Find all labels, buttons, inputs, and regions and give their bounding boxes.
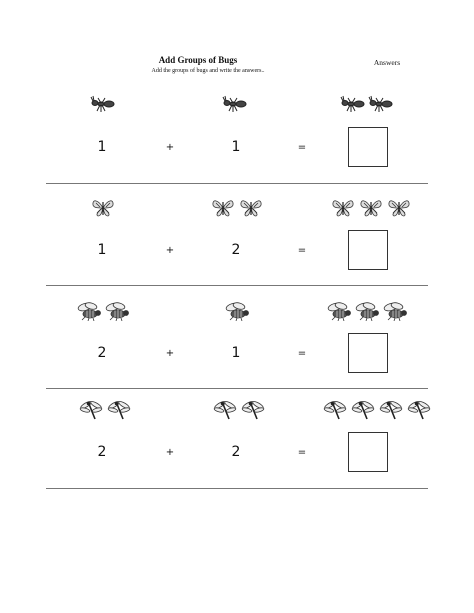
plus-sign: + bbox=[165, 447, 175, 458]
bee-icon bbox=[224, 301, 250, 321]
ant-icon bbox=[340, 94, 366, 114]
equals-sign: = bbox=[297, 245, 307, 256]
dragonfly-icon bbox=[350, 400, 376, 420]
problem-row-1 bbox=[0, 85, 474, 189]
butterfly-icon bbox=[90, 198, 116, 218]
butterfly-icon bbox=[386, 198, 412, 218]
answers-label: Answers bbox=[373, 58, 401, 67]
equals-sign: = bbox=[297, 142, 307, 153]
ant-icon bbox=[368, 94, 394, 114]
butterfly-icon bbox=[358, 198, 384, 218]
dragonfly-icon bbox=[240, 400, 266, 420]
addend-1: 2 bbox=[97, 345, 107, 361]
plus-sign: + bbox=[165, 245, 175, 256]
row-divider bbox=[46, 183, 428, 184]
bug-group-a bbox=[90, 196, 118, 220]
addend-2: 1 bbox=[231, 345, 241, 361]
addend-1: 2 bbox=[97, 444, 107, 460]
plus-sign: + bbox=[165, 142, 175, 153]
addend-2: 1 bbox=[231, 139, 241, 155]
bee-icon bbox=[354, 301, 380, 321]
worksheet-instructions: Add the groups of bugs and write the answers.. bbox=[151, 68, 265, 74]
bee-icon bbox=[104, 301, 130, 321]
plus-sign: + bbox=[165, 348, 175, 359]
bug-group-a bbox=[90, 92, 118, 116]
problem-row-2 bbox=[0, 188, 474, 292]
dragonfly-icon bbox=[212, 400, 238, 420]
answer-box[interactable] bbox=[348, 432, 388, 472]
dragonfly-icon bbox=[406, 400, 432, 420]
row-divider bbox=[46, 388, 428, 389]
bug-group-a bbox=[78, 398, 134, 422]
bee-icon bbox=[76, 301, 102, 321]
row-divider bbox=[46, 488, 428, 489]
bee-icon bbox=[382, 301, 408, 321]
ant-icon bbox=[222, 94, 248, 114]
bug-group-b bbox=[212, 398, 268, 422]
addend-2: 2 bbox=[231, 444, 241, 460]
addend-1: 1 bbox=[97, 242, 107, 258]
bug-group-b bbox=[210, 196, 266, 220]
answer-box[interactable] bbox=[348, 230, 388, 270]
dragonfly-icon bbox=[106, 400, 132, 420]
problem-row-3 bbox=[0, 291, 474, 395]
worksheet-title: Add Groups of Bugs bbox=[158, 55, 238, 65]
answer-box[interactable] bbox=[348, 333, 388, 373]
equals-sign: = bbox=[297, 447, 307, 458]
butterfly-icon bbox=[210, 198, 236, 218]
answer-box[interactable] bbox=[348, 127, 388, 167]
bug-group-answer bbox=[340, 92, 396, 116]
dragonfly-icon bbox=[378, 400, 404, 420]
addend-2: 2 bbox=[231, 242, 241, 258]
bug-group-answer bbox=[330, 196, 414, 220]
problem-row-4 bbox=[0, 394, 474, 498]
dragonfly-icon bbox=[78, 400, 104, 420]
bee-icon bbox=[326, 301, 352, 321]
dragonfly-icon bbox=[322, 400, 348, 420]
equals-sign: = bbox=[297, 348, 307, 359]
butterfly-icon bbox=[238, 198, 264, 218]
bug-group-b bbox=[222, 92, 250, 116]
bug-group-answer bbox=[326, 299, 410, 323]
bug-group-a bbox=[76, 299, 132, 323]
ant-icon bbox=[90, 94, 116, 114]
addend-1: 1 bbox=[97, 139, 107, 155]
row-divider bbox=[46, 285, 428, 286]
butterfly-icon bbox=[330, 198, 356, 218]
bug-group-answer bbox=[322, 398, 434, 422]
bug-group-b bbox=[224, 299, 252, 323]
